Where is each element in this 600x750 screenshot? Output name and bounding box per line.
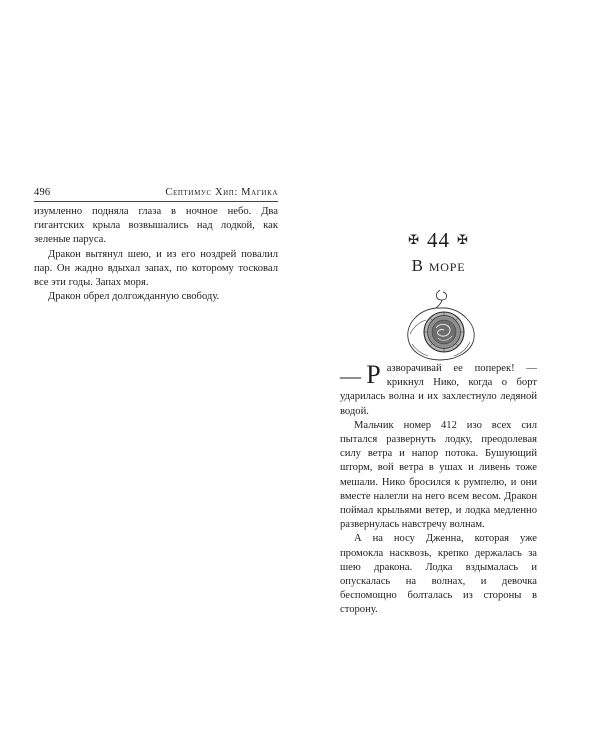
paragraph: изумленно подняла глаза в ночное небо. Два гигантских крыла возвышались над лодкой, как зеленые паруса.: [34, 206, 278, 246]
book-title-header: Септимус Хип: Магика: [165, 187, 278, 198]
opening-paragraph: [340, 362, 537, 419]
header-rule: [34, 201, 278, 202]
paragraph: А на носу Дженна, которая уже промокла насквозь, крепко держалась за шею дракона. Лодка вздымалась и опускалась на волнах, и девочка беспомощно болталась из стороны в сторону.: [340, 533, 537, 616]
page-number: 496: [34, 187, 51, 198]
chapter-number-line: [340, 228, 537, 252]
paragraph: Дракон обрел долгожданную свободу.: [48, 291, 220, 303]
cross-ornament-icon: ✠: [408, 232, 420, 247]
paragraph: Мальчик номер 412 изо всех сил пытался развернуть лодку, преодолевая силу ветра и напор потока. Бушующий шторм, вой ветра в ушах и ливень тоже мешали. Нико бросился к румпелю, и они вместе налегли на него всем весом. Дракон поймал крыльями ветер, и лодка медленно развернулась навстречу волнам.: [340, 419, 537, 531]
chapter-number: 44: [427, 228, 450, 252]
right-body-text: [340, 362, 537, 618]
opening-text: азворачивай ее поперек! — крикнул Нико, когда о борт ударилась волна и их захлестнуло ледяной водой.: [340, 363, 537, 417]
chapter-heading: [340, 228, 537, 277]
opening-dash: —: [340, 364, 361, 388]
left-body-text: [34, 205, 278, 304]
dropcap-letter: Р: [366, 360, 381, 389]
cross-ornament-icon: ✠: [457, 232, 469, 247]
chapter-title: В море: [411, 256, 466, 275]
seal-pendant-icon: [400, 284, 482, 364]
paragraph: Дракон вытянул шею, и из его ноздрей повалил пар. Он жадно вдыхал запах, по которому тосковал все эти годы. Запах моря.: [34, 248, 278, 289]
dropcap: [340, 360, 381, 389]
